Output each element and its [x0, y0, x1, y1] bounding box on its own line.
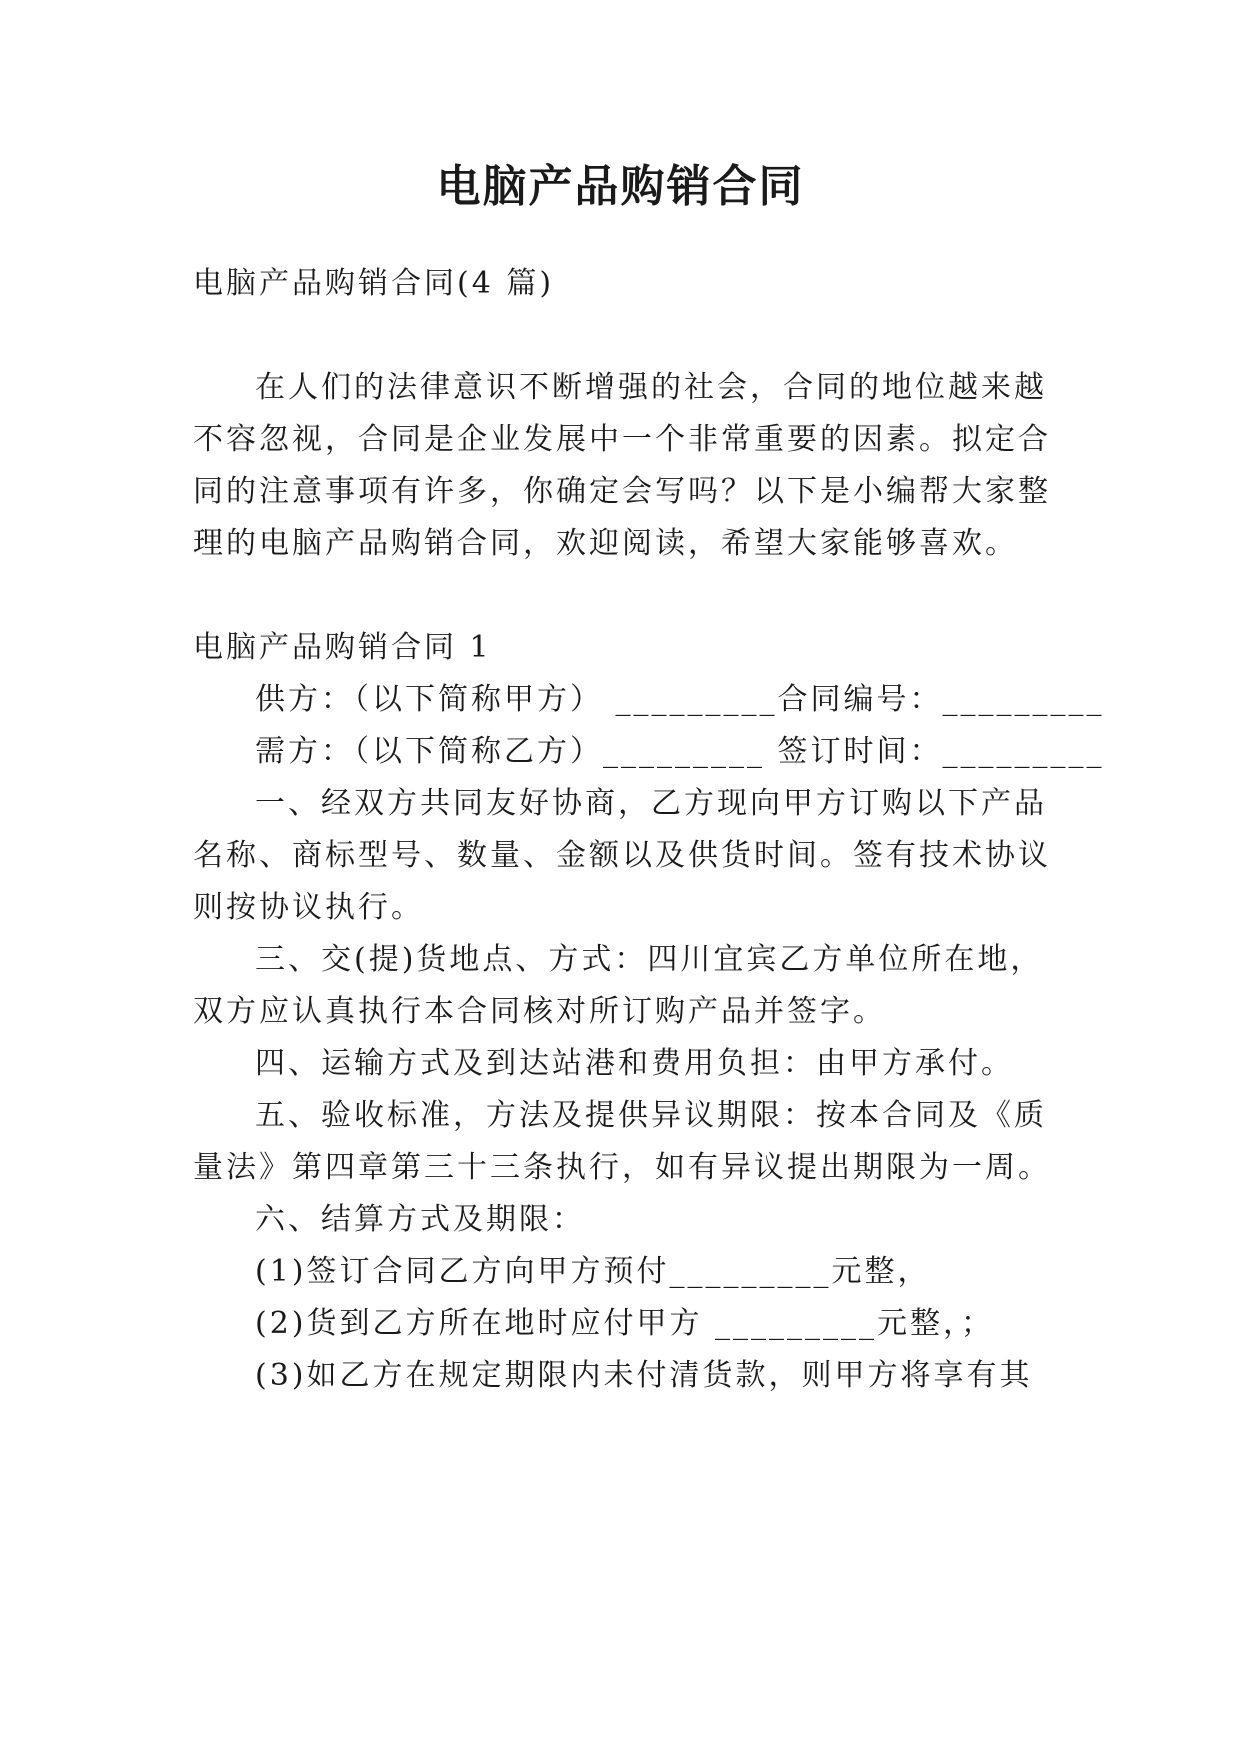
clause-1-line-1: 一、经双方共同友好协商，乙方现向甲方订购以下产品 — [255, 786, 1047, 821]
intro-line-2: 不容忽视，合同是企业发展中一个非常重要的因素。拟定合 — [193, 422, 1051, 457]
clause-6-item-1: (1)签订合同乙方向甲方预付_________元整， — [255, 1254, 931, 1289]
clause-5-line-2: 量法》第四章第三十三条执行，如有异议提出期限为一周。 — [193, 1150, 1051, 1185]
party-buyer-line: 需方：（以下简称乙方）_________ 签订时间：_________ — [255, 734, 1105, 769]
clause-1-line-3: 则按协议执行。 — [193, 890, 424, 925]
clause-4-line: 四、运输方式及到达站港和费用负担：由甲方承付。 — [255, 1046, 1014, 1081]
clause-6-heading: 六、结算方式及期限： — [255, 1202, 585, 1237]
intro-line-4: 理的电脑产品购销合同，欢迎阅读，希望大家能够喜欢。 — [193, 526, 1018, 561]
intro-line-3: 同的注意事项有许多，你确定会写吗？以下是小编帮大家整 — [193, 474, 1051, 509]
section-heading: 电脑产品购销合同 1 — [193, 630, 492, 665]
document-subtitle: 电脑产品购销合同(4 篇) — [193, 266, 555, 301]
clause-1-line-2: 名称、商标型号、数量、金额以及供货时间。签有技术协议 — [193, 838, 1051, 873]
intro-line-1: 在人们的法律意识不断增强的社会，合同的地位越来越 — [255, 370, 1047, 405]
clause-6-item-3: (3)如乙方在规定期限内未付清货款，则甲方将享有其 — [255, 1358, 1033, 1393]
clause-3-line-2: 双方应认真执行本合同核对所订购产品并签字。 — [193, 994, 886, 1029]
clause-5-line-1: 五、验收标准，方法及提供异议期限：按本合同及《质 — [255, 1098, 1047, 1133]
clause-3-line-1: 三、交(提)货地点、方式：四川宜宾乙方单位所在地， — [255, 942, 1044, 977]
document-title: 电脑产品购销合同 — [436, 161, 805, 212]
party-supplier-line: 供方：（以下简称甲方） _________合同编号：_________ — [255, 682, 1105, 717]
clause-6-item-2: (2)货到乙方所在地时应付甲方 _________元整，； — [255, 1306, 995, 1341]
